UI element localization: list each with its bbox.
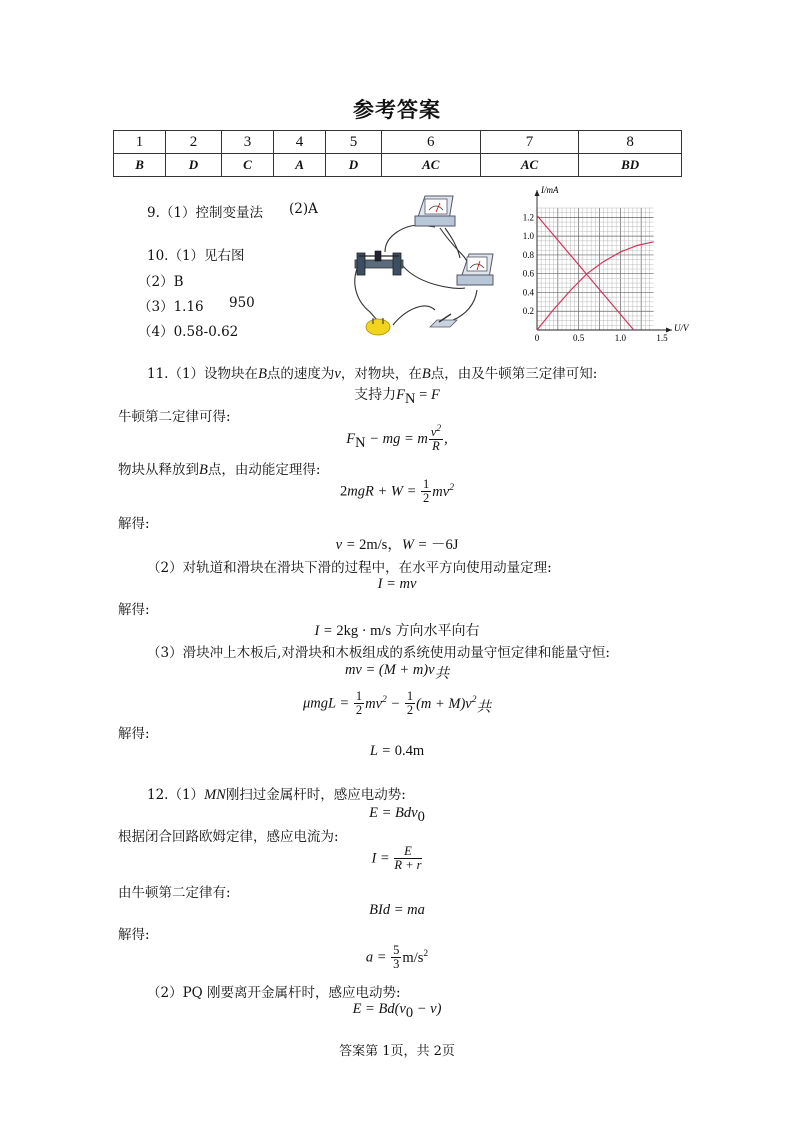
eq-energy-friction: μmgL = $\frac{1}{2}$ $mv^2$ − $\frac{1}{2}$ $(m + M)v^2_共$: [303, 689, 491, 718]
y-tick-label: 1.0: [522, 231, 534, 242]
wire: [400, 262, 465, 288]
eq-force: BId = ma: [369, 902, 425, 918]
eq-current: I = $\frac{E}{R + r}$: [371, 844, 422, 873]
q10-line3a: （3）1.16: [138, 299, 204, 315]
q11-intro-text: 点，由及牛顿第三定律可知:: [430, 366, 598, 382]
eq-emf2: $E = Bd(v_0 - v)$: [352, 1001, 442, 1021]
q11-point-b: B: [199, 462, 208, 478]
table-cell: AC: [480, 154, 579, 177]
subscript-gong: 共: [476, 699, 491, 716]
circuit-diagram: [345, 190, 495, 340]
q11-solve2: 解得:: [118, 602, 150, 618]
ammeter: [457, 254, 493, 285]
x-tick-label: 1.0: [614, 333, 626, 343]
switch: [430, 314, 457, 327]
table-cell: 3: [221, 131, 273, 154]
table-cell: D: [326, 154, 382, 177]
wire: [453, 290, 477, 320]
impulse-direction: 方向水平向右: [395, 623, 480, 639]
q11-intro: [147, 362, 597, 383]
table-cell: 1: [114, 131, 166, 154]
q12-ohm: 根据闭合回路欧姆定律，感应电流为:: [118, 829, 339, 845]
table-cell: A: [274, 154, 326, 177]
x-tick-label: 0.5: [573, 333, 585, 343]
y-tick-label: 0.2: [522, 306, 534, 317]
wire: [393, 306, 435, 325]
y-tick-label: 0.4: [522, 287, 534, 298]
table-cell: 8: [579, 131, 682, 154]
voltmeter: [415, 196, 455, 226]
wire: [440, 228, 467, 262]
q11-intro-text: 点的速度为: [266, 366, 335, 382]
eq-result-l: L = 0.4m: [369, 743, 425, 759]
y-tick-label: 0.8: [522, 249, 534, 260]
eq-result-impulse: I = 2kg · m/s 方向水平向右: [314, 623, 480, 639]
q12-intro-text: 刚扫过金属杆时，感应电动势:: [225, 787, 406, 803]
q11-release: [118, 458, 320, 479]
q10-line4: （4）0.58-0.62: [138, 324, 239, 340]
y-tick-label: 0.6: [522, 268, 534, 279]
x-tick-label: 1.5: [656, 333, 668, 343]
eq-impulse: I = mv: [377, 576, 417, 592]
q11-part3: （3）滑块冲上木板后,对滑块和木板组成的系统使用动量守恒定律和能量守恒:: [147, 645, 610, 661]
answer-table-numbers-row: [114, 131, 682, 154]
q12-mn: MN: [204, 787, 226, 803]
q12-intro-text: 12.（1）: [147, 787, 205, 803]
table-cell: D: [166, 154, 222, 177]
x-tick-label: 0: [534, 333, 540, 343]
page-footer: 答案第 1页，共 2页: [339, 1044, 455, 1059]
y-axis-label: I/mA: [541, 185, 559, 195]
eq-momentum: mv = $(M + m)v_共$: [344, 662, 450, 682]
table-cell: 2: [166, 131, 222, 154]
q12-solve: 解得:: [118, 927, 150, 943]
q11-release-text: 物块从释放到: [118, 462, 199, 478]
q11-point-b: B: [258, 366, 267, 382]
impulse-result: 2kg · m/s: [336, 623, 392, 639]
table-cell: 7: [480, 131, 579, 154]
eq-energy: 2mgR + W = $\frac{1}{2}$ $mv^2$: [340, 477, 454, 506]
table-cell: 6: [381, 131, 480, 154]
x-axis-arrow: [666, 328, 672, 333]
lemon-battery: [366, 318, 390, 335]
table-cell: BD: [579, 154, 682, 177]
eq-newton2: $F_N$ − mg = m $\frac{v^2}{R}$ ,: [346, 424, 448, 454]
support-label: 支持力: [354, 387, 397, 403]
table-cell: B: [114, 154, 166, 177]
q11-intro-text: 11.（1）设物块在: [147, 366, 259, 382]
w-result: －6J: [430, 537, 459, 553]
y-tick-label: 1.2: [522, 212, 534, 223]
table-cell: 4: [274, 131, 326, 154]
q12-newton: 由牛顿第二定律有:: [118, 885, 231, 901]
q10-line1: 10.（1）见右图: [147, 248, 245, 264]
eq-result-a: a = $\frac{5}{3}$ $m/s^2$: [365, 943, 429, 972]
table-cell: 5: [326, 131, 382, 154]
x-axis-label: U/V: [674, 323, 689, 333]
wire: [385, 225, 435, 252]
v-result: 2m/s: [359, 537, 388, 553]
q10-line3b: 950: [229, 295, 255, 311]
q11-velocity: v: [334, 366, 341, 382]
q11-intro-text: ，对物块，在: [340, 366, 422, 382]
q11-solve3: 解得:: [118, 726, 150, 742]
q11-point-b: B: [421, 366, 431, 382]
table-cell: C: [221, 154, 273, 177]
table-cell: AC: [381, 154, 480, 177]
q12-intro: [147, 783, 406, 804]
q9-line2: (2)A: [289, 201, 318, 217]
chart-labels: [523, 185, 690, 343]
q9-line1: 9.（1）控制变量法: [147, 205, 263, 221]
subscript-gong: 共: [434, 666, 450, 682]
eq-support-force: 支持力$F_N = F$: [354, 387, 440, 407]
wire: [445, 228, 460, 258]
answer-table: [113, 130, 682, 177]
page-title: 参考答案: [353, 97, 441, 122]
q11-second-law: 牛顿第二定律可得:: [118, 409, 231, 425]
rheostat: [355, 251, 403, 275]
l-result: 0.4m: [394, 743, 425, 759]
eq-result-v-w: v = 2m/s，W = －6J: [335, 537, 459, 553]
q11-release-text: 点，由动能定理得:: [207, 462, 321, 478]
iu-chart: [515, 184, 705, 344]
eq-emf: E = Bdv$_0$: [369, 805, 425, 825]
q12-part2: （2）PQ 刚要离开金属杆时，感应电动势:: [147, 985, 401, 1001]
q10-line2: （2）B: [138, 274, 184, 290]
chart-grid: [537, 208, 654, 330]
answer-table-answers-row: [114, 154, 682, 177]
q11-part2: （2）对轨道和滑块在滑块下滑的过程中，在水平方向使用动量定理:: [147, 560, 552, 576]
q11-solve1: 解得:: [118, 516, 150, 532]
y-axis-arrow: [535, 190, 540, 196]
